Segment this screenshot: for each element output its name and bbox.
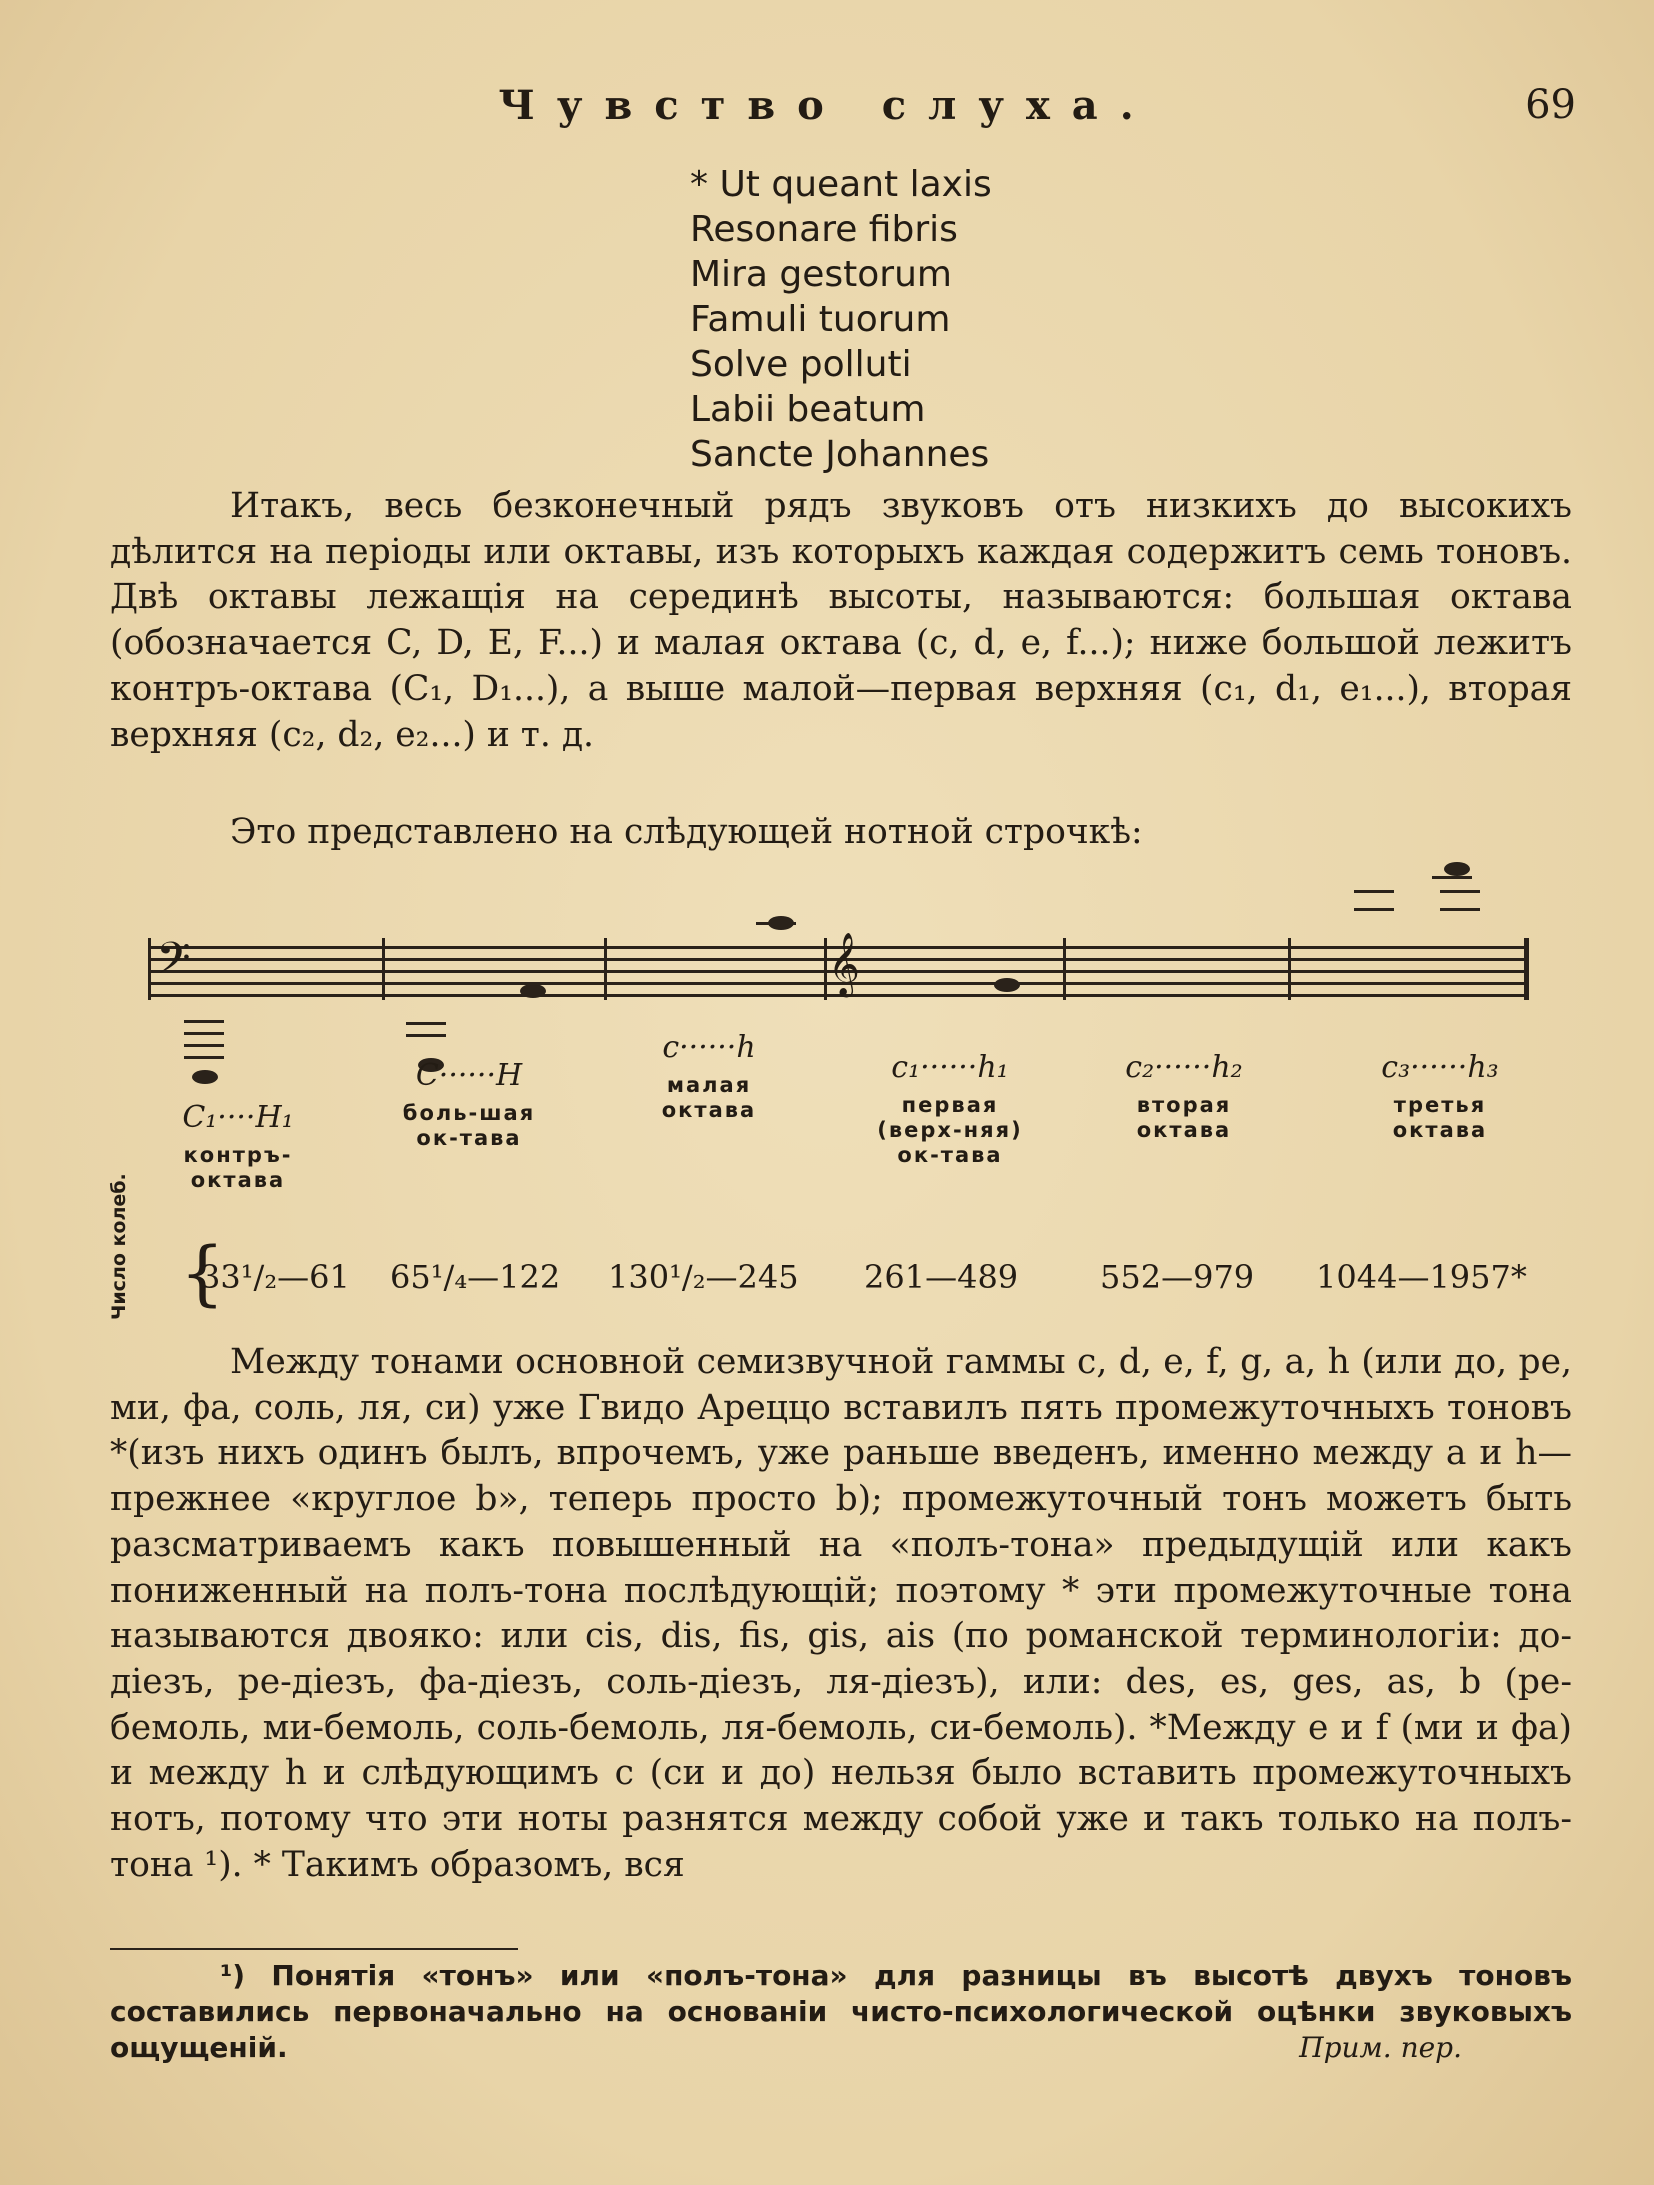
verse-line: Labii beatum xyxy=(690,389,926,430)
paragraph-octaves: Итакъ, весь безконечный рядъ звуковъ отъ низкихъ до высокихъ дѣлится на періоды или октавы, изъ которыхъ каждая содержитъ семь тоновъ. Двѣ октавы лежащія на серединѣ высоты, называются: большая октава (обозначается C, D, E, F...) и малая октава (c, d, e, f...); ниже большой лежитъ контръ-октава (C₁, D₁...), а выше малой—первая верхняя (c₁, d₁, e₁...), вторая верхняя (c₂, d₂, e₂...) и т. д. xyxy=(110,486,1572,755)
verse-line: * Ut queant laxis xyxy=(690,164,992,205)
footnote-text: ¹) Понятія «тонъ» или «полъ-тона» для разницы въ высотѣ двухъ тоновъ составились первоначально на основаніи чисто-психологической оцѣнки звуковыхъ ощущеній. xyxy=(110,1959,1572,2064)
footnote-signature: Прим. пер. xyxy=(1299,2031,1462,2064)
octave-label: c······h малая октава xyxy=(661,1030,757,1122)
treble-clef-icon: 𝄞 xyxy=(828,932,860,995)
octave-label: C₁····H₁ контръ-октава xyxy=(182,1100,294,1192)
frequency-value: 1044—1957* xyxy=(1316,1258,1527,1296)
octave-label: c₁······h₁ первая (верх-няя) ок-тава xyxy=(877,1050,1023,1167)
latin-hymn xyxy=(690,162,992,477)
note-icon xyxy=(994,978,1020,992)
frequency-value: 130¹/₂—245 xyxy=(608,1258,799,1296)
note-icon xyxy=(1444,862,1470,876)
paragraph-intermediate-tones: Между тонами основной семизвучной гаммы c, d, e, f, g, a, h (или до, ре, ми, фа, соль, ля, си) уже Гвидо Ареццо вставилъ пять промежуточныхъ тоновъ *(изъ нихъ одинъ былъ, впрочемъ, уже раньше введенъ, именно между a и h—прежнее «круглое b», теперь просто b); промежуточный тонъ можетъ быть разсматриваемъ какъ повышенный на «полъ-тона» предыдущій или какъ пониженный на полъ-тона послѣдующій; поэтому * эти промежуточные тона называются двояко: или cis, dis, fis, gis, ais (по романской терминологіи: до-діезъ, ре-діезъ, фа-діезъ, соль-діезъ, ля-діезъ), или: des, es, ges, as, b (ре-бемоль, ми-бемоль, соль-бемоль, ля-бемоль, си-бемоль). *Между e и f (ми и фа) и между h и слѣдующимъ c (си и до) нельзя было вставить промежуточныхъ нотъ, потому что эти ноты разнятся между собой уже и такъ только на полъ-тона ¹). * Такимъ образомъ, вся xyxy=(110,1342,1572,1885)
music-staff xyxy=(148,932,1528,1008)
frequency-value: 261—489 xyxy=(864,1258,1019,1296)
footnote-divider xyxy=(110,1948,518,1950)
bass-clef-icon: 𝄢 xyxy=(156,932,191,995)
page-number: 69 xyxy=(1525,82,1576,128)
frequency-value: 33¹/₂—61 xyxy=(200,1258,350,1296)
paragraph-staff-intro: Это представлено на слѣдующей нотной строчкѣ: xyxy=(230,812,1143,852)
verse-line: Famuli tuorum xyxy=(690,299,951,340)
verse-line: Resonare fibris xyxy=(690,209,958,250)
footnote xyxy=(110,1958,1572,2066)
verse-line: Solve polluti xyxy=(690,344,912,385)
verse-line: Sancte Johannes xyxy=(690,434,990,475)
frequency-label: Число колеб. xyxy=(108,1173,130,1320)
verse-line: Mira gestorum xyxy=(690,254,952,295)
octave-label: C······H боль-шая ок-тава xyxy=(402,1058,536,1150)
bracket: { xyxy=(180,1232,225,1314)
octave-label: c₃······h₃ третья октава xyxy=(1381,1050,1499,1142)
frequency-value: 552—979 xyxy=(1100,1258,1255,1296)
running-title: Чувство слуха. xyxy=(498,82,1156,129)
note-icon xyxy=(192,1070,218,1084)
frequency-value: 65¹/₄—122 xyxy=(390,1258,561,1296)
octave-label: c₂······h₂ вторая октава xyxy=(1125,1050,1243,1142)
note-icon xyxy=(520,984,546,998)
